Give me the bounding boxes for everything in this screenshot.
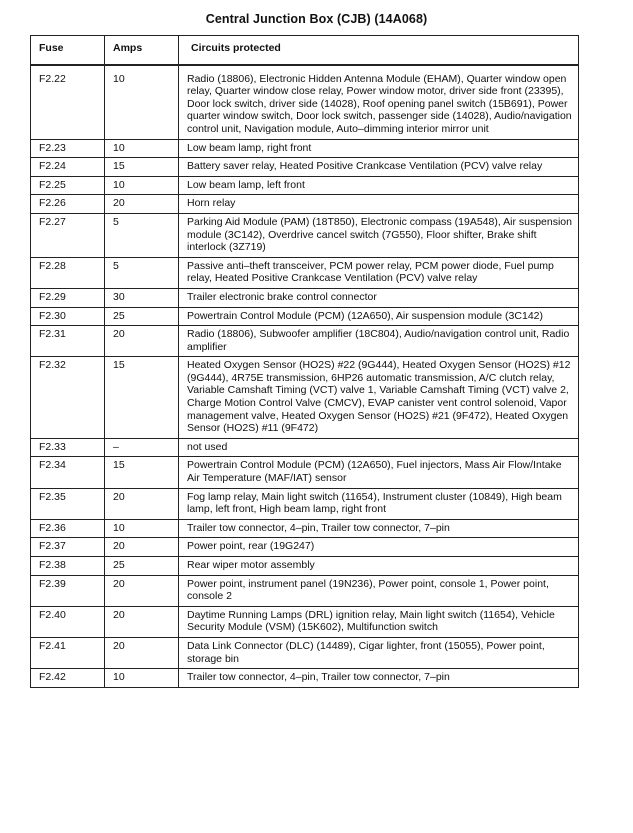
- amps-cell: 10: [105, 65, 179, 139]
- fuse-cell: F2.36: [31, 519, 105, 538]
- amps-cell: 20: [105, 606, 179, 637]
- circuits-cell: Horn relay: [179, 195, 579, 214]
- circuits-cell: Heated Oxygen Sensor (HO2S) #22 (9G444), Heated Oxygen Sensor (HO2S) #12 (9G444), 4R75E transmission, 6HP26 automatic transmission, A/C clutch relay, Variable Camshaft Timing (VCT) valve 1, Variable Camshaft Timing (VCT) valve 2, Charge Motion Control Valve (CMCV), EVAP canister vent control solenoid, Vapor management valve, Heated Oxygen Sensor (HO2S) #21 (9F472), Heated Oxygen Sensor (HO2S) #11 (9F472): [179, 357, 579, 439]
- table-body: [31, 65, 579, 688]
- amps-cell: 20: [105, 488, 179, 519]
- fuse-cell: F2.38: [31, 557, 105, 576]
- table-row: [31, 457, 579, 488]
- fuse-cell: F2.27: [31, 213, 105, 257]
- fuse-cell: F2.28: [31, 257, 105, 288]
- fuse-cell: F2.37: [31, 538, 105, 557]
- circuits-cell: Daytime Running Lamps (DRL) ignition relay, Main light switch (11654), Vehicle Security Module (VSM) (15K602), Multifunction switch: [179, 606, 579, 637]
- circuits-cell: Radio (18806), Electronic Hidden Antenna Module (EHAM), Quarter window open relay, Quarter window close relay, Power window motor, driver side front (23395), Door lock switch, driver side (14028), Roof opening panel switch (15B691), Power quarter window switch, Door lock switch, passenger side (14028), Audio/navigation control unit, Navigation module, Auto–dimming interior mirror unit: [179, 65, 579, 139]
- circuits-cell: Trailer tow connector, 4–pin, Trailer tow connector, 7–pin: [179, 669, 579, 688]
- fuse-cell: F2.41: [31, 637, 105, 668]
- fuse-cell: F2.40: [31, 606, 105, 637]
- circuits-cell: not used: [179, 438, 579, 457]
- circuits-cell: Power point, rear (19G247): [179, 538, 579, 557]
- amps-cell: 20: [105, 195, 179, 214]
- amps-cell: 15: [105, 357, 179, 439]
- fuse-cell: F2.39: [31, 575, 105, 606]
- fuse-cell: F2.33: [31, 438, 105, 457]
- table-row: [31, 158, 579, 177]
- fuse-cell: F2.23: [31, 139, 105, 158]
- fuse-cell: F2.30: [31, 307, 105, 326]
- column-header-fuse: Fuse: [31, 36, 105, 65]
- circuits-cell: Power point, instrument panel (19N236), Power point, console 1, Power point, console 2: [179, 575, 579, 606]
- table-row: [31, 575, 579, 606]
- circuits-cell: Parking Aid Module (PAM) (18T850), Electronic compass (19A548), Air suspension module (3C142), Overdrive cancel switch (7G550), Floor shifter, Brake shift interlock (3Z719): [179, 213, 579, 257]
- circuits-cell: Passive anti–theft transceiver, PCM power relay, PCM power diode, Fuel pump relay, Heated Positive Crankcase Ventilation (PCV) valve relay: [179, 257, 579, 288]
- amps-cell: 10: [105, 519, 179, 538]
- circuits-cell: Rear wiper motor assembly: [179, 557, 579, 576]
- circuits-cell: Radio (18806), Subwoofer amplifier (18C804), Audio/navigation control unit, Radio amplifier: [179, 326, 579, 357]
- circuits-cell: Low beam lamp, left front: [179, 176, 579, 195]
- amps-cell: 10: [105, 139, 179, 158]
- table-row: [31, 519, 579, 538]
- amps-cell: 20: [105, 637, 179, 668]
- fuse-cell: F2.34: [31, 457, 105, 488]
- amps-cell: 20: [105, 575, 179, 606]
- table-row: [31, 288, 579, 307]
- amps-cell: 25: [105, 557, 179, 576]
- table-row: [31, 606, 579, 637]
- table-row: [31, 488, 579, 519]
- amps-cell: 20: [105, 538, 179, 557]
- table-row: [31, 438, 579, 457]
- fuse-table: [30, 35, 579, 688]
- table-row: [31, 257, 579, 288]
- table-header-row: [31, 36, 579, 65]
- fuse-cell: F2.42: [31, 669, 105, 688]
- circuits-cell: Trailer tow connector, 4–pin, Trailer tow connector, 7–pin: [179, 519, 579, 538]
- amps-cell: 5: [105, 257, 179, 288]
- amps-cell: 5: [105, 213, 179, 257]
- circuits-cell: Data Link Connector (DLC) (14489), Cigar lighter, front (15055), Power point, storage bin: [179, 637, 579, 668]
- circuits-cell: Fog lamp relay, Main light switch (11654), Instrument cluster (10849), High beam lamp, left front, High beam lamp, right front: [179, 488, 579, 519]
- fuse-cell: F2.35: [31, 488, 105, 519]
- amps-cell: 10: [105, 176, 179, 195]
- table-row: [31, 176, 579, 195]
- amps-cell: 30: [105, 288, 179, 307]
- amps-cell: 10: [105, 669, 179, 688]
- table-row: [31, 65, 579, 139]
- fuse-cell: F2.25: [31, 176, 105, 195]
- table-row: [31, 538, 579, 557]
- table-row: [31, 213, 579, 257]
- circuits-cell: Powertrain Control Module (PCM) (12A650), Air suspension module (3C142): [179, 307, 579, 326]
- amps-cell: 25: [105, 307, 179, 326]
- table-row: [31, 357, 579, 439]
- fuse-cell: F2.22: [31, 65, 105, 139]
- page-title: Central Junction Box (CJB) (14A068): [205, 12, 428, 26]
- amps-cell: –: [105, 438, 179, 457]
- table-row: [31, 557, 579, 576]
- fuse-cell: F2.24: [31, 158, 105, 177]
- circuits-cell: Battery saver relay, Heated Positive Crankcase Ventilation (PCV) valve relay: [179, 158, 579, 177]
- amps-cell: 15: [105, 457, 179, 488]
- table-row: [31, 326, 579, 357]
- fuse-cell: F2.31: [31, 326, 105, 357]
- table-row: [31, 139, 579, 158]
- table-row: [31, 669, 579, 688]
- column-header-amps: Amps: [105, 36, 179, 65]
- table-row: [31, 307, 579, 326]
- amps-cell: 15: [105, 158, 179, 177]
- table-row: [31, 637, 579, 668]
- fuse-cell: F2.26: [31, 195, 105, 214]
- table-row: [31, 195, 579, 214]
- circuits-cell: Trailer electronic brake control connector: [179, 288, 579, 307]
- fuse-cell: F2.29: [31, 288, 105, 307]
- circuits-cell: Low beam lamp, right front: [179, 139, 579, 158]
- circuits-cell: Powertrain Control Module (PCM) (12A650), Fuel injectors, Mass Air Flow/Intake Air Temperature (MAF/IAT) sensor: [179, 457, 579, 488]
- fuse-cell: F2.32: [31, 357, 105, 439]
- column-header-circuits: Circuits protected: [179, 36, 579, 65]
- amps-cell: 20: [105, 326, 179, 357]
